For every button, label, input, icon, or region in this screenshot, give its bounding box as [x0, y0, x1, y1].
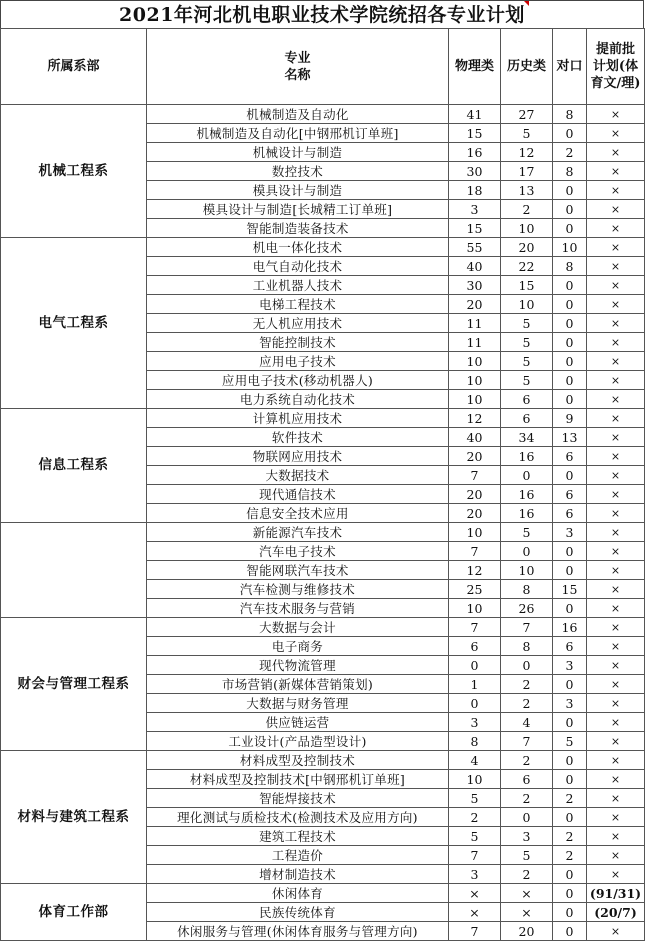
advance-plan: ×: [587, 827, 645, 846]
physics-count: 20: [449, 447, 501, 466]
duikou-count: 6: [553, 447, 587, 466]
advance-plan: (20/7): [587, 903, 645, 922]
major-name: 供应链运营: [147, 713, 449, 732]
physics-count: 18: [449, 181, 501, 200]
major-name: 智能焊接技术: [147, 789, 449, 808]
table-row: [1, 751, 645, 770]
table-row: [1, 884, 645, 903]
history-count: 2: [501, 751, 553, 770]
department-name: 电气工程系: [1, 238, 147, 409]
history-count: 2: [501, 200, 553, 219]
history-count: 16: [501, 504, 553, 523]
duikou-count: 0: [553, 390, 587, 409]
duikou-count: 0: [553, 599, 587, 618]
history-count: 15: [501, 276, 553, 295]
major-name: 应用电子技术: [147, 352, 449, 371]
duikou-count: 0: [553, 200, 587, 219]
major-name: 机械制造及自动化[中钢邢机订单班]: [147, 124, 449, 143]
physics-count: 20: [449, 295, 501, 314]
duikou-count: 0: [553, 124, 587, 143]
physics-count: 41: [449, 105, 501, 124]
department-name: 机械工程系: [1, 105, 147, 238]
header-dept: 所属系部: [1, 29, 147, 105]
department-name: 体育工作部: [1, 884, 147, 941]
physics-count: 1: [449, 675, 501, 694]
duikou-count: 0: [553, 751, 587, 770]
advance-plan: ×: [587, 314, 645, 333]
advance-plan: ×: [587, 257, 645, 276]
physics-count: 12: [449, 409, 501, 428]
physics-count: 2: [449, 808, 501, 827]
advance-plan: ×: [587, 789, 645, 808]
duikou-count: 2: [553, 827, 587, 846]
history-count: 5: [501, 523, 553, 542]
physics-count: 5: [449, 827, 501, 846]
advance-plan: ×: [587, 618, 645, 637]
duikou-count: 13: [553, 428, 587, 447]
duikou-count: 0: [553, 219, 587, 238]
physics-count: 0: [449, 656, 501, 675]
department-name: 信息工程系: [1, 409, 147, 523]
major-name: 工业设计(产品造型设计): [147, 732, 449, 751]
duikou-count: 0: [553, 466, 587, 485]
duikou-count: 6: [553, 637, 587, 656]
advance-plan: ×: [587, 219, 645, 238]
duikou-count: 8: [553, 105, 587, 124]
enrollment-table: [0, 28, 645, 941]
advance-plan: ×: [587, 143, 645, 162]
duikou-count: 0: [553, 884, 587, 903]
physics-count: 7: [449, 466, 501, 485]
physics-count: 55: [449, 238, 501, 257]
major-name: 智能制造装备技术: [147, 219, 449, 238]
table-row: [1, 618, 645, 637]
history-count: 22: [501, 257, 553, 276]
history-count: 34: [501, 428, 553, 447]
duikou-count: 0: [553, 713, 587, 732]
history-count: 2: [501, 789, 553, 808]
history-count: 20: [501, 238, 553, 257]
advance-plan: ×: [587, 542, 645, 561]
major-name: 数控技术: [147, 162, 449, 181]
duikou-count: 0: [553, 295, 587, 314]
physics-count: 3: [449, 865, 501, 884]
physics-count: 0: [449, 694, 501, 713]
duikou-count: 0: [553, 542, 587, 561]
physics-count: 20: [449, 485, 501, 504]
physics-count: 30: [449, 162, 501, 181]
physics-count: 11: [449, 333, 501, 352]
physics-count: 3: [449, 200, 501, 219]
major-name: 材料成型及控制技术[中钢邢机订单班]: [147, 770, 449, 789]
history-count: 5: [501, 352, 553, 371]
duikou-count: 0: [553, 865, 587, 884]
department-name: 材料与建筑工程系: [1, 751, 147, 884]
history-count: 16: [501, 485, 553, 504]
advance-plan: ×: [587, 751, 645, 770]
physics-count: 40: [449, 428, 501, 447]
advance-plan: ×: [587, 447, 645, 466]
history-count: 5: [501, 314, 553, 333]
major-name: 休闲体育: [147, 884, 449, 903]
physics-count: 10: [449, 599, 501, 618]
history-count: 5: [501, 333, 553, 352]
history-count: 5: [501, 371, 553, 390]
advance-plan: ×: [587, 390, 645, 409]
history-count: 0: [501, 466, 553, 485]
history-count: 2: [501, 865, 553, 884]
header-advance: 提前批计划(体育文/理): [587, 29, 645, 105]
history-count: 13: [501, 181, 553, 200]
major-name: 汽车电子技术: [147, 542, 449, 561]
sheet-title: 2021年河北机电职业技术学院统招各专业计划: [0, 0, 644, 28]
physics-count: 20: [449, 504, 501, 523]
duikou-count: 0: [553, 276, 587, 295]
advance-plan: ×: [587, 200, 645, 219]
major-name: 智能网联汽车技术: [147, 561, 449, 580]
advance-plan: ×: [587, 599, 645, 618]
table-row: [1, 409, 645, 428]
major-name: 理化测试与质检技术(检测技术及应用方向): [147, 808, 449, 827]
duikou-count: 0: [553, 808, 587, 827]
major-name: 现代通信技术: [147, 485, 449, 504]
duikou-count: 9: [553, 409, 587, 428]
duikou-count: 0: [553, 903, 587, 922]
history-count: 8: [501, 637, 553, 656]
advance-plan: ×: [587, 637, 645, 656]
history-count: 7: [501, 618, 553, 637]
advance-plan: ×: [587, 675, 645, 694]
header-major-line1: 专业: [284, 50, 311, 66]
header-duikou: 对口: [553, 29, 587, 105]
major-name: 物联网应用技术: [147, 447, 449, 466]
major-name: 休闲服务与管理(休闲体育服务与管理方向): [147, 922, 449, 941]
physics-count: 15: [449, 219, 501, 238]
physics-count: ×: [449, 884, 501, 903]
duikou-count: 0: [553, 181, 587, 200]
advance-plan: (91/31): [587, 884, 645, 903]
advance-plan: ×: [587, 371, 645, 390]
major-name: 应用电子技术(移动机器人): [147, 371, 449, 390]
duikou-count: 8: [553, 162, 587, 181]
duikou-count: 3: [553, 694, 587, 713]
header-major: [147, 29, 449, 105]
physics-count: 4: [449, 751, 501, 770]
history-count: 4: [501, 713, 553, 732]
history-count: ×: [501, 903, 553, 922]
history-count: 27: [501, 105, 553, 124]
physics-count: 10: [449, 371, 501, 390]
history-count: 10: [501, 561, 553, 580]
major-name: 机械制造及自动化: [147, 105, 449, 124]
physics-count: 12: [449, 561, 501, 580]
physics-count: 40: [449, 257, 501, 276]
major-name: 材料成型及控制技术: [147, 751, 449, 770]
advance-plan: ×: [587, 276, 645, 295]
advance-plan: ×: [587, 561, 645, 580]
advance-plan: ×: [587, 846, 645, 865]
advance-plan: ×: [587, 466, 645, 485]
duikou-count: 0: [553, 561, 587, 580]
duikou-count: 0: [553, 333, 587, 352]
history-count: 20: [501, 922, 553, 941]
history-count: 6: [501, 770, 553, 789]
physics-count: 11: [449, 314, 501, 333]
physics-count: 16: [449, 143, 501, 162]
history-count: 6: [501, 409, 553, 428]
major-name: 工程造价: [147, 846, 449, 865]
history-count: 0: [501, 808, 553, 827]
advance-plan: ×: [587, 428, 645, 447]
advance-plan: ×: [587, 105, 645, 124]
advance-plan: ×: [587, 808, 645, 827]
history-count: 10: [501, 219, 553, 238]
table-row: [1, 105, 645, 124]
history-count: 2: [501, 694, 553, 713]
advance-plan: ×: [587, 124, 645, 143]
history-count: 0: [501, 542, 553, 561]
major-name: 民族传统体育: [147, 903, 449, 922]
major-name: 现代物流管理: [147, 656, 449, 675]
advance-plan: ×: [587, 580, 645, 599]
header-row: [1, 29, 645, 105]
advance-plan: ×: [587, 352, 645, 371]
history-count: 3: [501, 827, 553, 846]
major-name: 无人机应用技术: [147, 314, 449, 333]
major-name: 工业机器人技术: [147, 276, 449, 295]
history-count: 8: [501, 580, 553, 599]
physics-count: 10: [449, 770, 501, 789]
header-history: 历史类: [501, 29, 553, 105]
major-name: 大数据与财务管理: [147, 694, 449, 713]
duikou-count: 2: [553, 143, 587, 162]
history-count: 12: [501, 143, 553, 162]
history-count: 7: [501, 732, 553, 751]
duikou-count: 0: [553, 922, 587, 941]
physics-count: ×: [449, 903, 501, 922]
physics-count: 7: [449, 542, 501, 561]
duikou-count: 5: [553, 732, 587, 751]
major-name: 电气自动化技术: [147, 257, 449, 276]
major-name: 增材制造技术: [147, 865, 449, 884]
major-name: 新能源汽车技术: [147, 523, 449, 542]
table-body: [1, 105, 645, 941]
major-name: 机械设计与制造: [147, 143, 449, 162]
physics-count: 3: [449, 713, 501, 732]
physics-count: 8: [449, 732, 501, 751]
physics-count: 7: [449, 922, 501, 941]
major-name: 电力系统自动化技术: [147, 390, 449, 409]
duikou-count: 0: [553, 352, 587, 371]
major-name: 汽车技术服务与营销: [147, 599, 449, 618]
major-name: 机电一体化技术: [147, 238, 449, 257]
duikou-count: 6: [553, 504, 587, 523]
major-name: 模具设计与制造[长城精工订单班]: [147, 200, 449, 219]
advance-plan: ×: [587, 922, 645, 941]
major-name: 信息安全技术应用: [147, 504, 449, 523]
major-name: 智能控制技术: [147, 333, 449, 352]
advance-plan: ×: [587, 694, 645, 713]
physics-count: 25: [449, 580, 501, 599]
advance-plan: ×: [587, 770, 645, 789]
physics-count: 15: [449, 124, 501, 143]
major-name: 汽车检测与维修技术: [147, 580, 449, 599]
advance-plan: ×: [587, 656, 645, 675]
history-count: 2: [501, 675, 553, 694]
physics-count: 7: [449, 618, 501, 637]
duikou-count: 0: [553, 770, 587, 789]
header-physics: 物理类: [449, 29, 501, 105]
major-name: 电子商务: [147, 637, 449, 656]
duikou-count: 6: [553, 485, 587, 504]
history-count: 16: [501, 447, 553, 466]
duikou-count: 0: [553, 675, 587, 694]
physics-count: 7: [449, 846, 501, 865]
duikou-count: 0: [553, 371, 587, 390]
history-count: 6: [501, 390, 553, 409]
duikou-count: 15: [553, 580, 587, 599]
physics-count: 6: [449, 637, 501, 656]
advance-plan: ×: [587, 504, 645, 523]
history-count: 17: [501, 162, 553, 181]
advance-plan: ×: [587, 865, 645, 884]
advance-plan: ×: [587, 333, 645, 352]
major-name: 市场营销(新媒体营销策划): [147, 675, 449, 694]
major-name: 计算机应用技术: [147, 409, 449, 428]
history-count: ×: [501, 884, 553, 903]
table-row: [1, 238, 645, 257]
physics-count: 30: [449, 276, 501, 295]
advance-plan: ×: [587, 732, 645, 751]
duikou-count: 2: [553, 846, 587, 865]
advance-plan: ×: [587, 295, 645, 314]
comment-marker: [524, 1, 529, 6]
physics-count: 10: [449, 523, 501, 542]
advance-plan: ×: [587, 162, 645, 181]
duikou-count: 3: [553, 523, 587, 542]
major-name: 模具设计与制造: [147, 181, 449, 200]
history-count: 5: [501, 846, 553, 865]
major-name: 大数据与会计: [147, 618, 449, 637]
advance-plan: ×: [587, 409, 645, 428]
major-name: 建筑工程技术: [147, 827, 449, 846]
physics-count: 10: [449, 352, 501, 371]
advance-plan: ×: [587, 485, 645, 504]
history-count: 5: [501, 124, 553, 143]
advance-plan: ×: [587, 181, 645, 200]
history-count: 0: [501, 656, 553, 675]
major-name: 大数据技术: [147, 466, 449, 485]
duikou-count: 16: [553, 618, 587, 637]
duikou-count: 2: [553, 789, 587, 808]
duikou-count: 8: [553, 257, 587, 276]
header-major-line2: 名称: [284, 67, 311, 83]
physics-count: 5: [449, 789, 501, 808]
duikou-count: 10: [553, 238, 587, 257]
table-row: [1, 523, 645, 542]
advance-plan: ×: [587, 713, 645, 732]
department-name: [1, 523, 147, 618]
duikou-count: 3: [553, 656, 587, 675]
major-name: 软件技术: [147, 428, 449, 447]
physics-count: 10: [449, 390, 501, 409]
major-name: 电梯工程技术: [147, 295, 449, 314]
advance-plan: ×: [587, 238, 645, 257]
advance-plan: ×: [587, 523, 645, 542]
history-count: 26: [501, 599, 553, 618]
history-count: 10: [501, 295, 553, 314]
department-name: 财会与管理工程系: [1, 618, 147, 751]
duikou-count: 0: [553, 314, 587, 333]
